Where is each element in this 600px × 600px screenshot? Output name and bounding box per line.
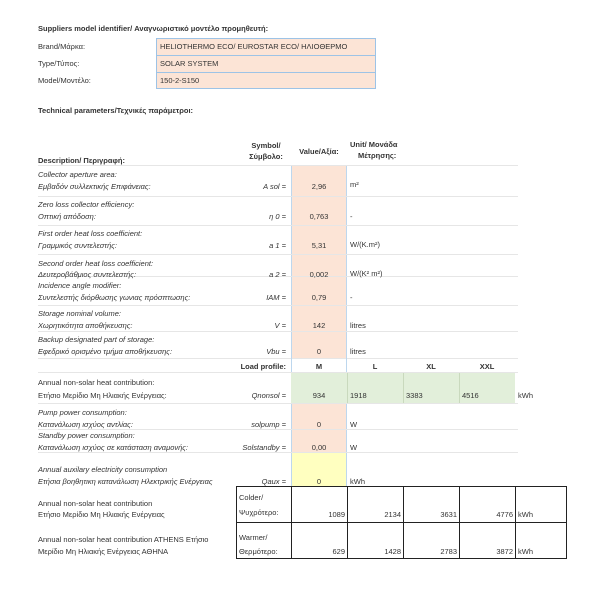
annual-symbol: Qnonsol = — [251, 391, 286, 400]
standby-symbol: Solstandby = — [242, 443, 286, 452]
divider — [38, 305, 518, 306]
divider — [38, 331, 518, 332]
divider — [403, 373, 404, 403]
row-desc-gr: Εφεδρικό ορισμένο τμήμα αποθήκευσης: — [38, 347, 173, 356]
pump-symbol: solpump = — [251, 420, 286, 429]
standby-desc-en: Standby power consumption: — [38, 431, 135, 440]
aux-symbol: Qaux = — [261, 477, 286, 486]
brand-value: HELIOTHERMO ECO/ EUROSTAR ECO/ ΗΛΙΟΘΕΡΜΟ — [160, 42, 348, 51]
row-symbol: η 0 = — [269, 212, 286, 221]
annual-value-xl: 3383 — [406, 391, 423, 400]
annual-value-l: 1918 — [350, 391, 367, 400]
row-value: 142 — [312, 321, 326, 330]
divider — [38, 196, 518, 197]
type-value: SOLAR SYSTEM — [160, 59, 219, 68]
warmer-desc-en: Annual non-solar heat contribution ATHENS Ετήσιο — [38, 535, 209, 544]
row-desc-en: Zero loss collector efficiency: — [38, 200, 135, 209]
warmer-desc-gr: Μερίδιο Μη Ηλιακής Ενέργειας ΑΘΗΝΑ — [38, 547, 169, 556]
col-symbol-1: Symbol/ — [251, 141, 281, 150]
standby-value: 0,00 — [311, 443, 327, 452]
col-symbol-2: Σύμβολο: — [249, 152, 283, 161]
annual-value-m: 934 — [312, 391, 326, 400]
row-desc-en: Second order heat loss coefficient: — [38, 259, 154, 268]
warmer-value-l: 1428 — [384, 547, 401, 556]
warmer-label-1: Warmer/ — [239, 533, 268, 542]
warmer-unit: kWh — [518, 547, 533, 556]
supplier-heading: Suppliers model identifier/ Αναγνωριστικό μοντέλο προμηθευτή: — [38, 24, 269, 33]
col-unit-2: Μέτρησης: — [358, 151, 397, 160]
row-value: 0,763 — [309, 212, 329, 221]
annual-desc-gr: Ετήσιο Μερίδιο Μη Ηλιακής Ενέργειας: — [38, 391, 167, 400]
model-label: Model/Μοντέλο: — [38, 76, 91, 85]
divider — [38, 225, 518, 226]
aux-desc-en: Annual auxilary electricity consumption — [38, 465, 168, 474]
row-symbol: V = — [274, 321, 286, 330]
row-desc-en: First order heat loss coefficient: — [38, 229, 143, 238]
colder-value-xl: 3631 — [440, 510, 457, 519]
divider — [38, 358, 518, 359]
row-symbol: a 2 = — [269, 270, 286, 279]
col-unit-1: Unit/ Μονάδα — [350, 140, 398, 149]
row-symbol: A sol = — [263, 182, 286, 191]
divider — [38, 254, 518, 255]
row-unit: W/(K.m²) — [350, 240, 380, 249]
divider — [347, 373, 348, 403]
pump-value: 0 — [316, 420, 322, 429]
aux-desc-gr: Ετήσια βοηθητικη κατανάλωση Ηλεκτρικής Ενέργειας — [38, 477, 213, 486]
row-desc-gr: Οπτική απόδοση: — [38, 212, 96, 221]
standby-unit: W — [350, 443, 358, 452]
warmer-label-2: Θερμότερο: — [239, 547, 278, 556]
row-unit: W/(K² m²) — [350, 269, 383, 278]
standby-desc-gr: Κατανάλωση ισχύος σε κατάσταση αναμονής: — [38, 443, 189, 452]
row-unit: litres — [350, 347, 366, 356]
colder-value-xxl: 4776 — [496, 510, 513, 519]
colder-value-m: 1089 — [328, 510, 345, 519]
aux-value: 0 — [316, 477, 322, 486]
technical-heading: Technical parameters/Τεχνικές παράμετροι: — [38, 106, 194, 115]
row-symbol: Vbu = — [266, 347, 286, 356]
colder-label-1: Colder/ — [239, 493, 264, 502]
row-unit: - — [350, 212, 353, 221]
row-unit: m² — [350, 180, 359, 189]
colder-unit: kWh — [518, 510, 533, 519]
row-value: 0,002 — [309, 270, 329, 279]
divider — [156, 55, 376, 56]
warmer-value-xxl: 3872 — [496, 547, 513, 556]
colder-label-2: Ψυχρότερο: — [239, 508, 279, 517]
row-value: 5,31 — [311, 241, 327, 250]
row-desc-en: Incidence angle modifier: — [38, 281, 122, 290]
row-desc-en: Storage nominal volume: — [38, 309, 121, 318]
row-desc-gr: Δευτεροβάθμιος συντελεστής: — [38, 270, 137, 279]
divider — [38, 452, 518, 453]
row-value: 0 — [316, 347, 322, 356]
profile-l: L — [372, 362, 378, 371]
row-value: 0,79 — [311, 293, 327, 302]
colder-desc-gr: Ετήσιο Μερίδιο Μη Ηλιακής Ενέργειας — [38, 510, 165, 519]
warmer-value-m: 629 — [332, 547, 345, 556]
row-symbol: a 1 = — [269, 241, 286, 250]
colder-value-l: 2134 — [384, 510, 401, 519]
divider — [156, 72, 376, 73]
row-desc-en: Collector aperture area: — [38, 170, 117, 179]
annual-desc-en: Annual non-solar heat contribution: — [38, 378, 155, 387]
row-desc-gr: Χωρητικότητα αποθήκευσης: — [38, 321, 133, 330]
brand-label: Brand/Μάρκα: — [38, 42, 86, 51]
divider — [38, 403, 518, 404]
row-unit: - — [350, 293, 353, 302]
profile-m: M — [315, 362, 323, 371]
row-desc-en: Backup designated part of storage: — [38, 335, 155, 344]
col-description: Description/ Περιγραφή: — [38, 156, 125, 165]
divider — [459, 373, 460, 403]
type-label: Type/Τύπος: — [38, 59, 80, 68]
model-value: 150-2-S150 — [160, 76, 200, 85]
row-unit: litres — [350, 321, 366, 330]
row-desc-gr: Εμβαδόν συλλεκτικής Επιφάνειας: — [38, 182, 151, 191]
profile-xl: XL — [426, 362, 436, 371]
row-symbol: IAM = — [266, 293, 286, 302]
divider — [38, 165, 518, 166]
aux-unit: kWh — [350, 477, 365, 486]
row-desc-gr: Συντελεστής διόρθωσης γωνιας πρόσπτωσης: — [38, 293, 191, 302]
warmer-value-xl: 2783 — [440, 547, 457, 556]
load-profile-label: Load profile: — [240, 362, 286, 371]
climate-cell — [236, 486, 292, 523]
pump-unit: W — [350, 420, 358, 429]
profile-xxl: XXL — [479, 362, 495, 371]
divider — [38, 429, 518, 430]
pump-desc-en: Pump power consumption: — [38, 408, 127, 417]
annual-unit: kWh — [518, 391, 533, 400]
row-desc-gr: Γραμμικός συντελεστής: — [38, 241, 118, 250]
col-value: Value/Αξία: — [299, 147, 339, 156]
annual-value-xxl: 4516 — [462, 391, 479, 400]
colder-desc-en: Annual non-solar heat contribution — [38, 499, 153, 508]
pump-desc-gr: Κατανάλωση ισχύος αντλίας: — [38, 420, 133, 429]
row-value: 2,96 — [311, 182, 327, 191]
